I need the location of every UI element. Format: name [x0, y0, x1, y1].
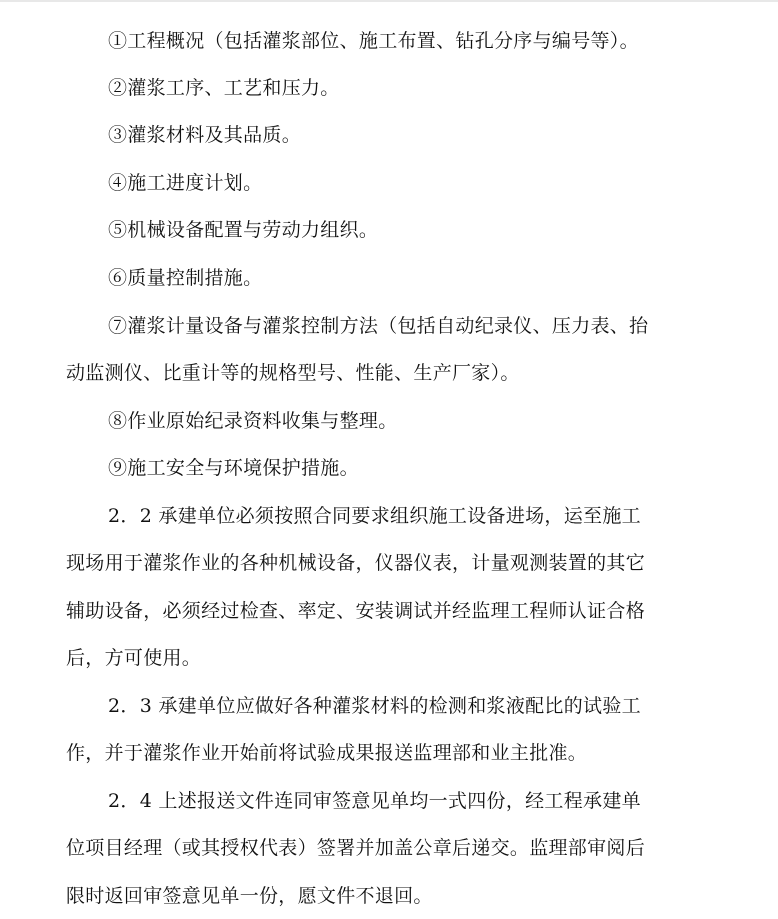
- list-item-7-line-1: ⑦灌浆计量设备与灌浆控制方法（包括自动纪录仪、压力表、抬: [108, 315, 649, 337]
- section-2-2-line-2: 现场用于灌浆作业的各种机械设备，仪器仪表，计量观测装置的其它: [66, 552, 646, 574]
- list-item-6: ⑥质量控制措施。: [108, 267, 263, 289]
- section-2-2-line-1: 2．2 承建单位必须按照合同要求组织施工设备进场，运至施工: [108, 505, 641, 527]
- list-item-2: ②灌浆工序、工艺和压力。: [108, 77, 340, 99]
- list-item-4: ④施工进度计划。: [108, 172, 263, 194]
- section-2-3-line-1: 2．3 承建单位应做好各种灌浆材料的检测和浆液配比的试验工: [108, 695, 641, 717]
- list-item-9: ⑨施工安全与环境保护措施。: [108, 457, 359, 479]
- list-item-7-line-2: 动监测仪、比重计等的规格型号、性能、生产厂家）。: [66, 362, 520, 384]
- section-2-4-line-2: 位项目经理（或其授权代表）签署并加盖公章后递交。监理部审阅后: [66, 837, 646, 859]
- list-item-1: ①工程概况（包括灌浆部位、施工布置、钻孔分序与编号等）。: [108, 30, 639, 52]
- section-2-4-line-1: 2．4 上述报送文件连同审签意见单均一式四份，经工程承建单: [108, 790, 641, 812]
- list-item-3: ③灌浆材料及其品质。: [108, 124, 302, 146]
- section-2-4-line-3: 限时返回审签意见单一份，愿文件不退回。: [66, 885, 433, 907]
- top-divider: [0, 0, 778, 2]
- section-2-2-line-4: 后，方可使用。: [66, 647, 202, 669]
- list-item-5: ⑤机械设备配置与劳动力组织。: [108, 219, 379, 241]
- list-item-8: ⑧作业原始纪录资料收集与整理。: [108, 410, 398, 432]
- section-2-2-line-3: 辅助设备，必须经过检查、率定、安装调试并经监理工程师认证合格: [66, 600, 646, 622]
- section-2-3-line-2: 作，并于灌浆作业开始前将试验成果报送监理部和业主批准。: [66, 742, 588, 764]
